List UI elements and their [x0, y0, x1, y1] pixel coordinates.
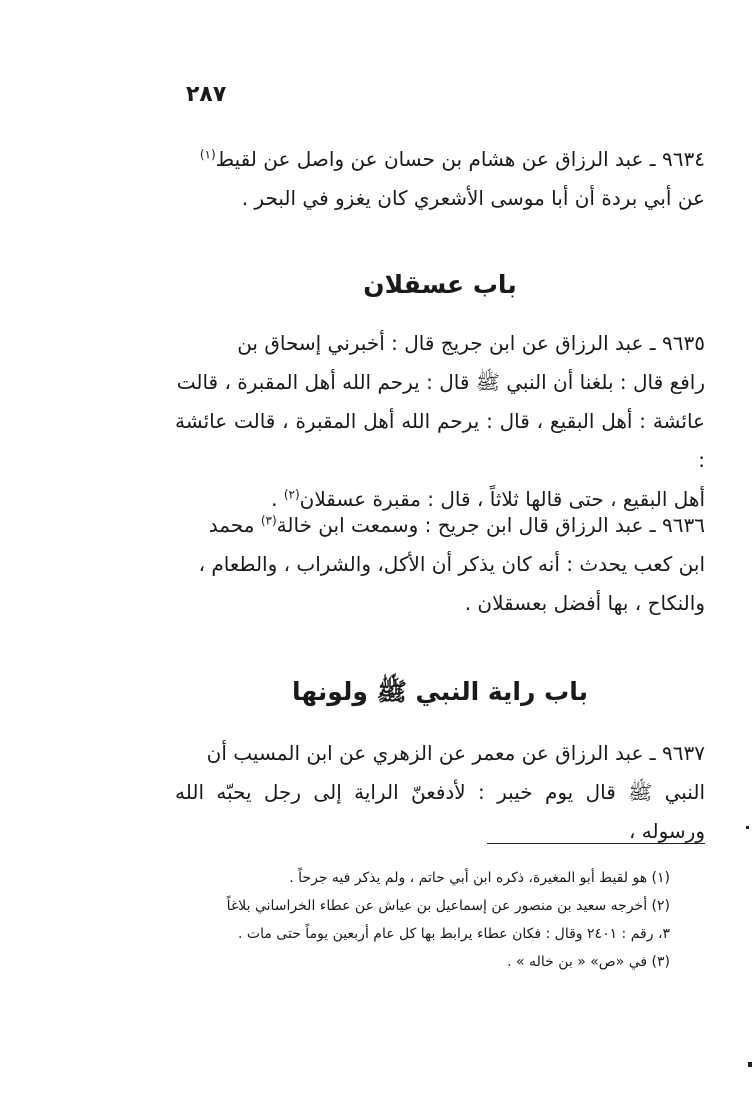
hadith-9636: [175, 506, 705, 623]
text-line: رافع قال : بلغنا أن النبي ﷺ قال : يرحم الله أهل المقبرة ، قالت: [176, 370, 705, 394]
text-line: النبي ﷺ قال يوم خيبر : لأدفعنّ الراية إلى رجل يحبّه الله ورسوله ،: [175, 780, 705, 843]
section-heading-ascalon: باب عسقلان: [363, 270, 517, 299]
footnote-2: (٢) أخرجه سعيد بن منصور عن إسماعيل بن عياش عن عطاء الخراساني بلاغاً: [226, 898, 670, 914]
text-line: ابن كعب يحدث : أنه كان يذكر أن الأكل، والشراب ، والطعام ،: [198, 552, 705, 576]
scan-speck: [748, 1062, 752, 1067]
page-number: ٢٨٧: [186, 82, 227, 107]
text-line: والنكاح ، بها أفضل بعسقلان .: [464, 591, 705, 615]
text-line: ٩٦٣٥ ـ عبد الرزاق عن ابن جريج قال : أخبرني إسحاق بن: [237, 331, 705, 355]
footnote-1: (١) هو لقيط أبو المغيرة، ذكره ابن أبي حاتم ، ولم يذكر فيه جرحاً .: [289, 870, 670, 886]
text-line: أهل البقيع ، حتى قالها ثلاثاً ، قال : مقبرة عسقلان$^{(٢)}$ .: [271, 487, 705, 511]
footnotes: [160, 864, 670, 976]
text-line: ٩٦٣٧ ـ عبد الرزاق عن معمر عن الزهري عن ابن المسيب أن: [206, 741, 705, 765]
text-line: ٩٦٣٤ ـ عبد الرزاق عن هشام بن حسان عن واصل عن لقيط$^{(١)}$: [199, 147, 705, 171]
hadith-9637: [175, 734, 705, 851]
scan-speck: [746, 826, 749, 829]
hadith-9635: [175, 324, 705, 519]
footnote-divider: [487, 843, 705, 844]
text-line: عائشة : أهل البقيع ، قال : يرحم الله أهل المقبرة ، قالت عائشة :: [175, 409, 705, 472]
footnote-ref-1[interactable]: (١): [199, 147, 216, 162]
hadith-9634: [175, 140, 705, 218]
section-heading-banner: باب راية النبي ﷺ ولونها: [292, 677, 588, 706]
footnote-ref-3[interactable]: (٣): [260, 513, 277, 528]
footnote-ref-2[interactable]: (٢): [283, 487, 300, 502]
footnote-3: (٣) في «ص» « بن خاله » .: [507, 954, 670, 970]
text-line: ٩٦٣٦ ـ عبد الرزاق قال ابن جريح : وسمعت ابن خالة$^{(٣)}$ محمد: [208, 513, 705, 537]
footnote-2-continued: ٣، رقم : ٢٤٠١ وقال : فكان عطاء يرابط بها كل عام أربعين يوماً حتى مات .: [238, 926, 670, 942]
text-line: عن أبي بردة أن أبا موسى الأشعري كان يغزو في البحر .: [241, 186, 705, 210]
